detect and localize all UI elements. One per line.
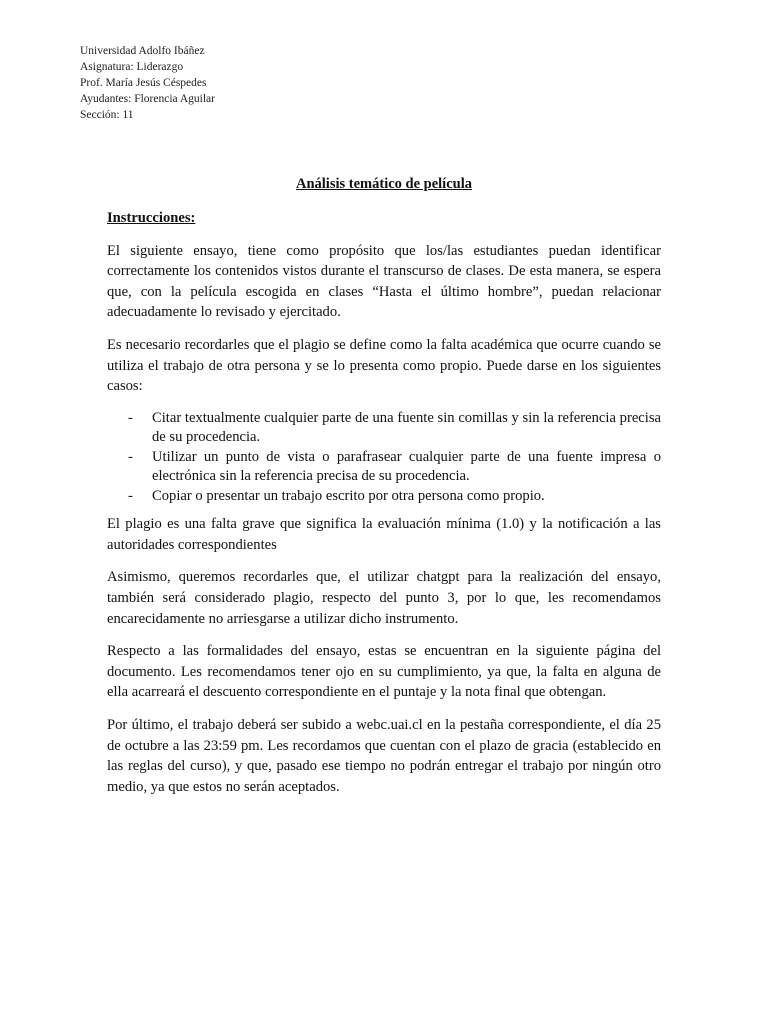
paragraph-plagiarism-penalty: El plagio es una falta grave que significa la evaluación mínima (1.0) y la notificación a las autoridades correspondientes [107,516,661,553]
paragraph-purpose: El siguiente ensayo, tiene como propósito que los/las estudiantes puedan identificar correctamente los contenidos vistos durante el transcurso de clases. De esta manera, se espera que, con la película escogida en clases “Hasta el último hombre”, puedan relacionar adecuadamente lo revisado y ejercitado. [107,242,661,321]
paragraph-plagiarism-definition: Es necesario recordarles que el plagio se define como la falta académica que ocurre cuando se utiliza el trabajo de otra persona y se lo presenta como propio. Puede darse en los siguientes casos: [107,336,661,395]
list-item-text: Citar textualmente cualquier parte de una fuente sin comillas y sin la referencia precisa de su procedencia. [152,409,661,446]
paragraph-formalities: Respecto a las formalidades del ensayo, estas se encuentran en la siguiente página del documento. Les recomendamos tener ojo en su cumplimiento, ya que, la falta en alguna de ella acarreará el descuento correspondiente en el puntaje y la nota final que obtengan. [107,643,661,701]
list-item [107,448,661,487]
header-section: Sección: 11 [80,109,134,121]
paragraph-submission: Por último, el trabajo deberá ser subido a webc.uai.cl en la pestaña correspondiente, el día 25 de octubre a las 23:59 pm. Les recordamos que cuentan con el plazo de gracia (establecido en las reglas del curso), y que, pasado ese tiempo no podrán entregar el trabajo por ningún otro medio, ya que estos no serán aceptados. [107,717,661,795]
document-body [107,208,661,809]
bullet-dash: - [128,409,133,426]
paragraph-chatgpt-warning: Asimismo, queremos recordarles que, el utilizar chatgpt para la realización del ensayo, también será considerado plagio, respecto del punto 3, por lo que, les recomendamos encarecidamente no arriesgarse a utilizar dicho instrumento. [107,569,661,627]
bullet-dash: - [128,448,133,465]
header-university: Universidad Adolfo Ibáñez [80,45,205,57]
plagiarism-cases-list [107,409,661,507]
list-item [107,487,661,507]
list-item-text: Utilizar un punto de vista o parafrasear cualquier parte de una fuente impresa o electrónica sin la referencia precisa de su procedencia. [152,448,661,485]
list-item-text: Copiar o presentar un trabajo escrito por otra persona como propio. [152,487,545,504]
document-title: Análisis temático de película [295,176,472,192]
instructions-heading: Instrucciones: [107,210,196,226]
course-header [80,43,215,123]
header-assistants: Ayudantes: Florencia Aguilar [80,93,215,105]
list-item [107,409,661,448]
header-subject: Asignatura: Liderazgo [80,61,184,73]
header-professor: Prof. María Jesús Céspedes [80,77,207,89]
bullet-dash: - [128,487,133,504]
